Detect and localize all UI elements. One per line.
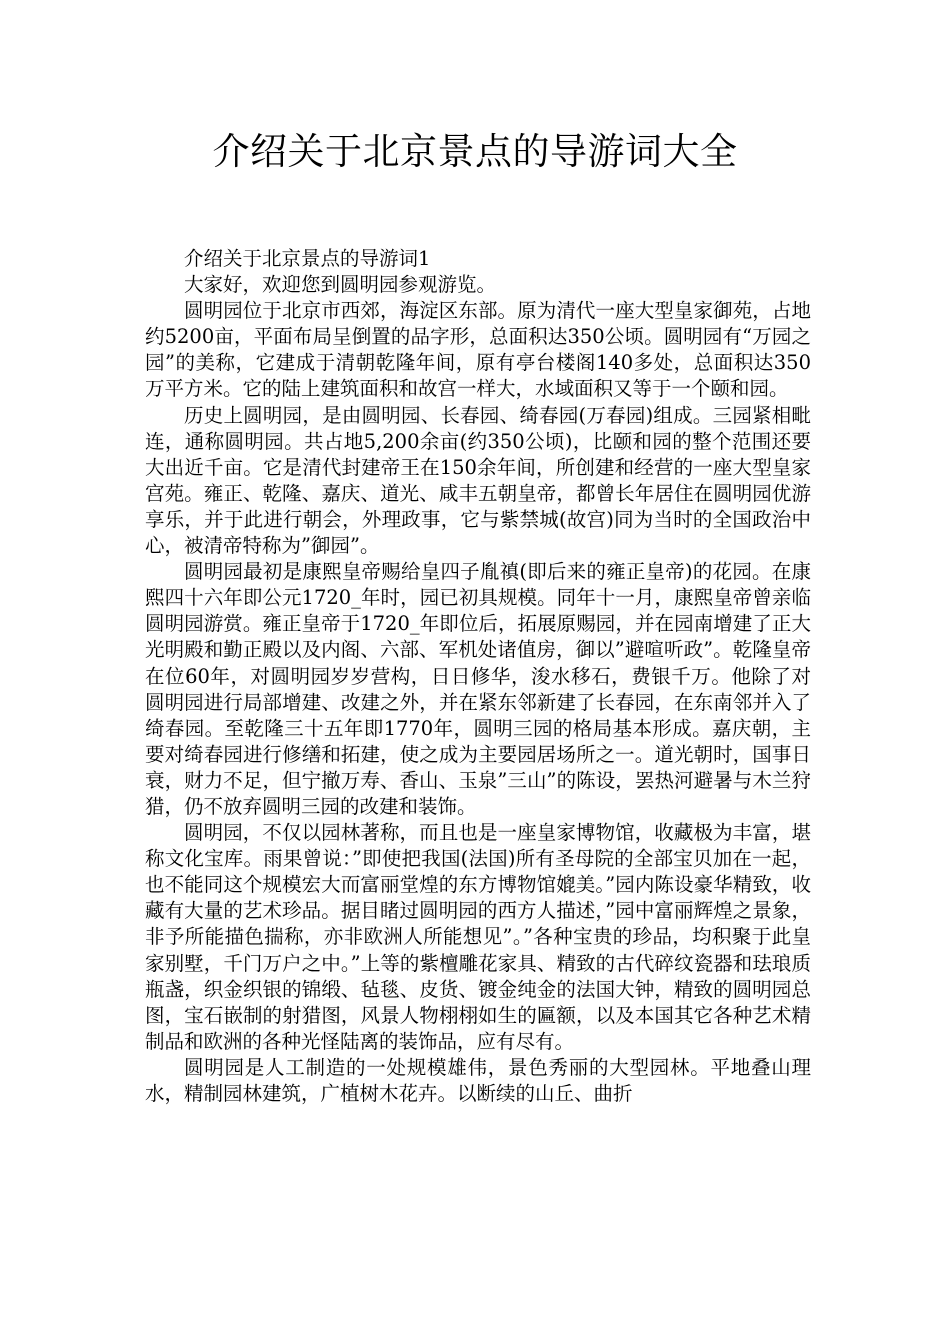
paragraph: 圆明园，不仅以园林著称，而且也是一座皇家博物馆，收藏极为丰富，堪称文化宝库。雨果曾说：”即使把我国(法国)所有圣母院的全部宝贝加在一起，也不能同这个规模宏大而富丽堂煌的东方博物馆媲美。”园内陈设豪华精致，收藏有大量的艺术珍品。据目睹过圆明园的西方人描述，”园中富丽辉煌之景象，非予所能描色揣称，亦非欧洲人所能想见”。”各种宝贵的珍品，均积聚于此皇家别墅，千门万户之中。”上等的紫檀雕花家具、精致的古代碎纹瓷器和珐琅质瓶盏，织金织银的锦缎、毡毯、皮货、镀金纯金的法国大钟，精致的圆明园总图，宝石嵌制的射猎图，风景人物栩栩如生的匾额，以及本国其它各种艺术精制品和欧洲的各种光怪陆离的装饰品，应有尽有。 [145,821,811,1053]
paragraph: 圆明园是人工制造的一处规模雄伟，景色秀丽的大型园林。平地叠山理水，精制园林建筑，广植树木花卉。以断续的山丘、曲折 [145,1055,811,1105]
paragraph: 圆明园位于北京市西郊，海淀区东部。原为清代一座大型皇家御苑，占地约5200亩，平面布局呈倒置的品字形，总面积达350公顷。圆明园有“万园之园”的美称，它建成于清朝乾隆年间，原有亭台楼阁140多处，总面积达350万平方米。它的陆上建筑面积和故宫一样大，水域面积又等于一个颐和园。 [145,299,811,401]
document-body [145,246,811,1107]
section-heading: 介绍关于北京景点的导游词1 [184,247,431,270]
paragraph: 历史上圆明园，是由圆明园、长春园、绮春园(万春园)组成。三园紧相毗连，通称圆明园。共占地5,200余亩(约350公顷)，比颐和园的整个范围还要大出近千亩。它是清代封建帝王在150余年间，所创建和经营的一座大型皇家宫苑。雍正、乾隆、嘉庆、道光、咸丰五朝皇帝，都曾长年居住在圆明园优游享乐，并于此进行朝会，外理政事，它与紫禁城(故宫)同为当时的全国政治中心，被清帝特称为”御园”。 [145,403,811,558]
paragraph: 大家好，欢迎您到圆明园参观游览。 [184,273,497,297]
paragraph: 圆明园最初是康熙皇帝赐给皇四子胤禛(即后来的雍正皇帝)的花园。在康熙四十六年即公元1720_年时，园已初具规模。同年十一月，康熙皇帝曾亲临圆明园游赏。雍正皇帝于1720_年即位后，拓展原赐园，并在园南增建了正大光明殿和勤正殿以及内阁、六部、军机处诸值房，御以”避喧听政”。乾隆皇帝在位60年，对圆明园岁岁营构，日日修华，浚水移石，费银千万。他除了对圆明园进行局部增建、改建之外，并在紧东邻新建了长春园，在东南邻并入了绮春园。至乾隆三十五年即1770年，圆明三园的格局基本形成。嘉庆朝，主要对绮春园进行修缮和拓建，使之成为主要园居场所之一。道光朝时，国事日衰，财力不足，但宁撤万寿、香山、玉泉”三山”的陈设，罢热河避暑与木兰狩猎，仍不放弃圆明三园的改建和装饰。 [145,560,811,818]
document-title: 介绍关于北京景点的导游词大全 [212,130,738,173]
